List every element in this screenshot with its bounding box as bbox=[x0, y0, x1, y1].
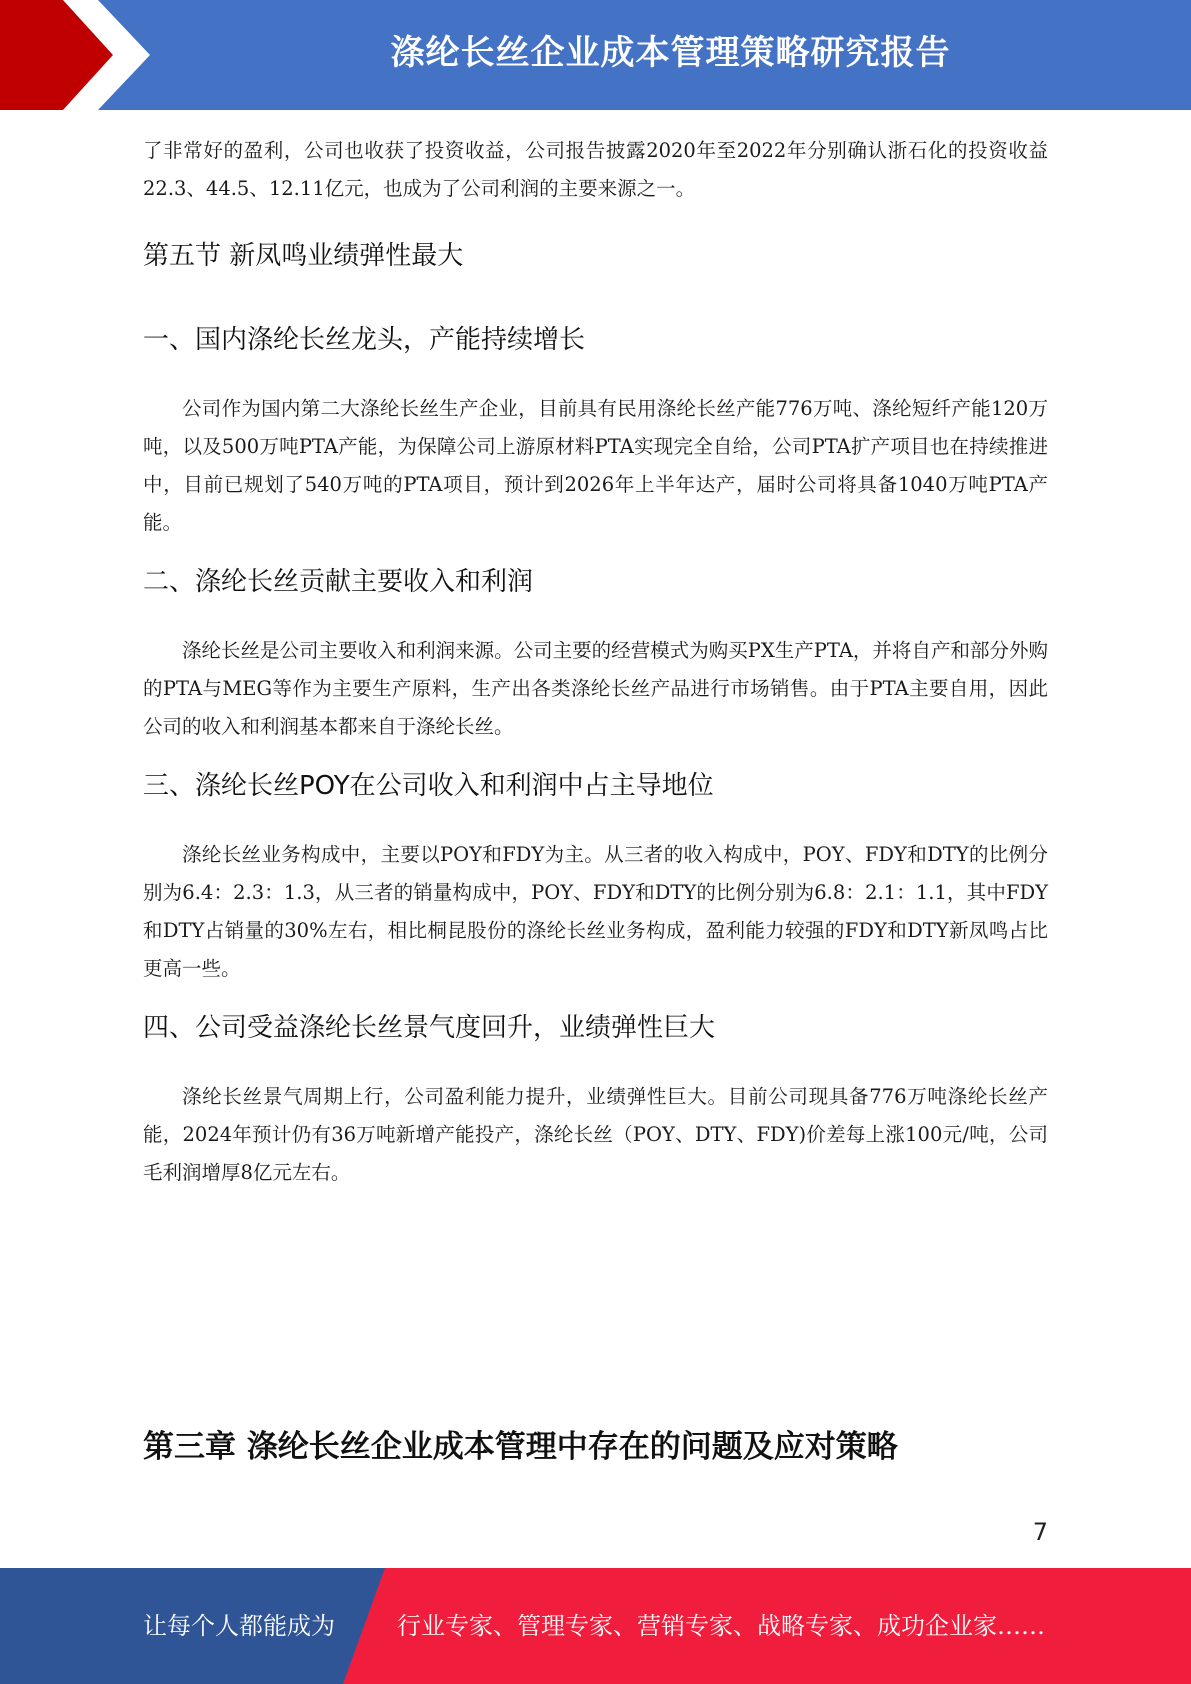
footer-slogan-left: 让每个人都能成为 bbox=[143, 1612, 335, 1640]
intro-paragraph: 了非常好的盈利，公司也收获了投资收益，公司报告披露2020年至2022年分别确认浙石化的投资收益22.3、44.5、12.11亿元，也成为了公司利润的主要来源之一。 bbox=[143, 139, 1048, 200]
subsection-heading-3: 三、涤纶长丝POY在公司收入和利润中占主导地位 bbox=[143, 771, 714, 801]
subsection-heading-1: 一、国内涤纶长丝龙头，产能持续增长 bbox=[143, 325, 586, 355]
subsection-4-paragraph: 涤纶长丝景气周期上行，公司盈利能力提升，业绩弹性巨大。目前公司现具备776万吨涤纶长丝产能，2024年预计仍有36万吨新增产能投产，涤纶长丝（POY、DTY、FDY)价差每上涨100元/吨，公司毛利润增厚8亿元左右。 bbox=[143, 1085, 1048, 1184]
subsection-3-paragraph: 涤纶长丝业务构成中，主要以POY和FDY为主。从三者的收入构成中，POY、FDY和DTY的比例分别为6.4：2.3：1.3，从三者的销量构成中，POY、FDY和DTY的比例分别为6.8：2.1：1.1，其中FDY和DTY占销量的30%左右，相比桐昆股份的涤纶长丝业务构成，盈利能力较强的FDY和DTY新凤鸣占比更高一些。 bbox=[143, 843, 1048, 980]
footer-slogan-right: 行业专家、管理专家、营销专家、战略专家、成功企业家…… bbox=[397, 1612, 1045, 1640]
subsection-heading-2: 二、涤纶长丝贡献主要收入和利润 bbox=[143, 567, 534, 597]
section-heading-5: 第五节 新凤鸣业绩弹性最大 bbox=[143, 241, 464, 271]
page-content bbox=[143, 132, 1048, 1192]
report-title: 涤纶长丝企业成本管理策略研究报告 bbox=[390, 33, 951, 73]
chapter-heading: 第三章 涤纶长丝企业成本管理中存在的问题及应对策略 bbox=[143, 1429, 898, 1465]
page-footer bbox=[0, 1568, 1191, 1684]
subsection-2-paragraph: 涤纶长丝是公司主要收入和利润来源。公司主要的经营模式为购买PX生产PTA，并将自产和部分外购的PTA与MEG等作为主要生产原料，生产出各类涤纶长丝产品进行市场销售。由于PTA主要自用，因此公司的收入和利润基本都来自于涤纶长丝。 bbox=[143, 639, 1048, 738]
page-header bbox=[0, 0, 1191, 110]
subsection-heading-4: 四、公司受益涤纶长丝景气度回升，业绩弹性巨大 bbox=[143, 1013, 716, 1043]
page-number: 7 bbox=[1032, 1518, 1048, 1546]
subsection-1-paragraph: 公司作为国内第二大涤纶长丝生产企业，目前具有民用涤纶长丝产能776万吨、涤纶短纤产能120万吨，以及500万吨PTA产能，为保障公司上游原材料PTA实现完全自给，公司PTA扩产项目也在持续推进中，目前已规划了540万吨的PTA项目，预计到2026年上半年达产，届时公司将具备1040万吨PTA产能。 bbox=[143, 397, 1048, 534]
